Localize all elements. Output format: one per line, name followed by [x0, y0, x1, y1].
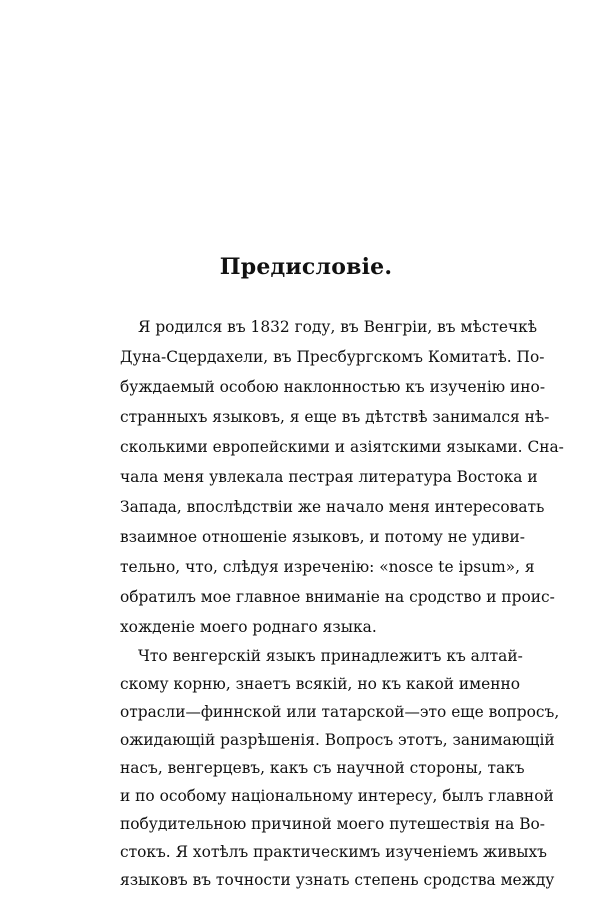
text-line: побудительною причиной моего путешествія на Во- [120, 815, 545, 833]
text-line: хожденіе моего роднаго языка. [120, 618, 377, 636]
text-line: странныхъ языковъ, я еще въ дѣтствѣ занимался нѣ- [120, 408, 550, 426]
text-line: взаимное отношеніе языковъ, и потому не удиви- [120, 528, 525, 546]
text-line: буждаемый особою наклонностью къ изученію ино- [120, 378, 546, 396]
text-line: отрасли—финнской или татарской—это еще вопросъ, [120, 703, 560, 721]
text-line: Я родился въ 1832 году, въ Венгріи, въ мѣстечкѣ [138, 318, 538, 336]
text-line: насъ, венгерцевъ, какъ съ научной стороны, такъ [120, 759, 525, 777]
page-title: Предисловіе. [219, 254, 393, 280]
text-line: и по особому національному интересу, былъ главной [120, 787, 554, 805]
text-line: Запада, впослѣдствіи же начало меня интересовать [120, 498, 545, 516]
text-line: обратилъ мое главное вниманіе на сродство и проис- [120, 588, 555, 606]
text-line: скому корню, знаетъ всякій, но къ какой именно [120, 675, 520, 693]
text-line: чала меня увлекала пестрая литература Востока и [120, 468, 538, 486]
text-line: сколькими европейскими и азіятскими языками. Сна- [120, 438, 564, 456]
text-line: языковъ въ точности узнать степень сродства между [120, 871, 555, 889]
text-line: Дуна-Сцердахели, въ Пресбургскомъ Комитатѣ. По- [120, 348, 545, 366]
preface-text [120, 0, 564, 900]
text-line: ожидающій разрѣшенія. Вопросъ этотъ, занимающій [120, 731, 555, 749]
text-line: Что венгерскій языкъ принадлежитъ къ алтай- [138, 647, 523, 665]
text-line: тельно, что, слѣдуя изреченію: «nosce te ipsum», я [120, 558, 535, 576]
text-line: стокъ. Я хотѣлъ практическимъ изученіемъ живыхъ [120, 843, 547, 861]
